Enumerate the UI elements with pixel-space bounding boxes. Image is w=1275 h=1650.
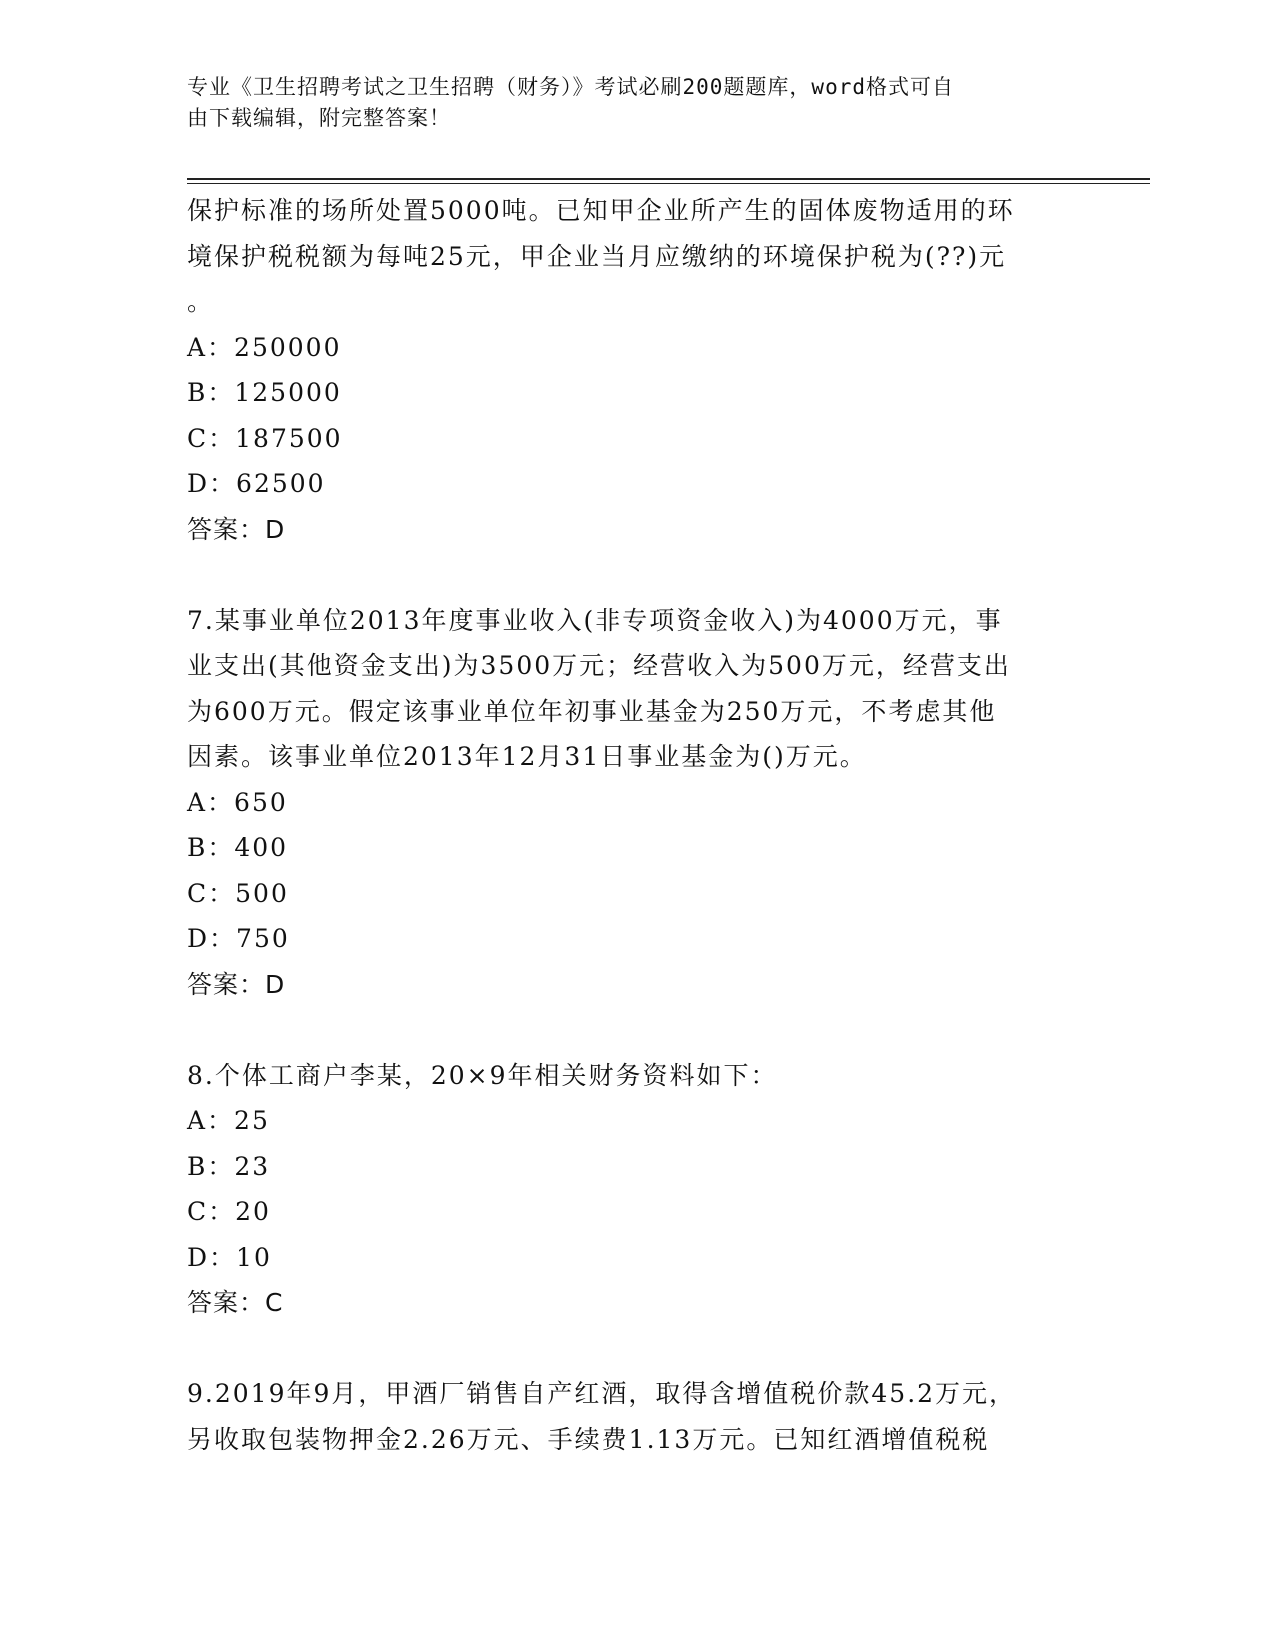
header-divider	[187, 178, 1150, 180]
spacer	[187, 552, 1087, 598]
question-text: 9.2019年9月，甲酒厂销售自产红酒，取得含增值税价款45.2万元，	[187, 1379, 1017, 1408]
option-b: B：23	[187, 1151, 271, 1181]
question-9	[187, 1371, 1087, 1462]
option-a: A：25	[187, 1106, 270, 1135]
answer: 答案：D	[187, 969, 286, 999]
header-divider-thin	[187, 183, 1150, 184]
option-b: B：125000	[187, 378, 342, 407]
spacer	[187, 1007, 1087, 1053]
question-text: 。	[187, 287, 215, 316]
option-c: C：20	[187, 1197, 271, 1226]
option-a: A：650	[187, 787, 288, 817]
question-text: 业支出(其他资金支出)为3500万元；经营收入为500万元，经营支出	[187, 651, 1011, 680]
document-header	[187, 72, 1067, 134]
option-c: C：500	[187, 878, 289, 908]
question-text: 为600万元。假定该事业单位年初事业基金为250万元，不考虑其他	[187, 696, 997, 726]
option-b: B：400	[187, 833, 289, 862]
question-text: 因素。该事业单位2013年12月31日事业基金为()万元。	[187, 742, 867, 771]
document-body	[187, 188, 1087, 1462]
question-text: 8.个体工商户李某，20×9年相关财务资料如下：	[187, 1060, 778, 1090]
question-6	[187, 188, 1087, 552]
header-line-2: 由下载编辑，附完整答案！	[187, 106, 451, 130]
question-8	[187, 1053, 1087, 1326]
option-d: D：62500	[187, 469, 326, 498]
option-d: D：10	[187, 1242, 272, 1272]
question-text: 另收取包装物押金2.26万元、手续费1.13万元。已知红酒增值税税	[187, 1424, 990, 1454]
question-7	[187, 598, 1087, 1008]
option-d: D：750	[187, 924, 290, 953]
answer: 答案：C	[187, 1288, 284, 1317]
answer: 答案：D	[187, 514, 286, 544]
option-a: A：250000	[187, 332, 342, 362]
option-c: C：187500	[187, 423, 343, 453]
question-text: 保护标准的场所处置5000吨。已知甲企业所产生的固体废物适用的环	[187, 196, 1015, 225]
question-text: 境保护税税额为每吨25元，甲企业当月应缴纳的环境保护税为(??)元	[187, 241, 1007, 271]
header-line-1: 专业《卫生招聘考试之卫生招聘（财务）》考试必刷200题题库，word格式可自	[187, 75, 954, 99]
question-text: 7.某事业单位2013年度事业收入(非专项资金收入)为4000万元，事	[187, 605, 1003, 635]
spacer	[187, 1326, 1087, 1372]
